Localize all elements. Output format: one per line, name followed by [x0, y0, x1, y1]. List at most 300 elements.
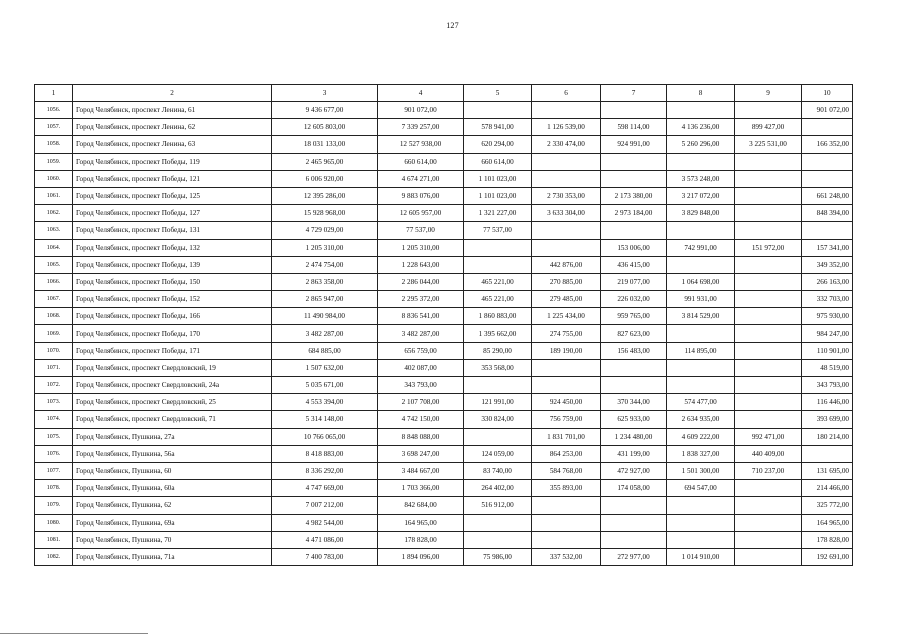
address-cell: Город Челябинск, проспект Победы, 125 [73, 187, 272, 204]
value-col-4: 7 339 257,00 [378, 119, 464, 136]
value-col-8: 2 634 935,00 [667, 411, 735, 428]
address-cell: Город Челябинск, проспект Победы, 132 [73, 239, 272, 256]
value-col-9: 3 225 531,00 [735, 136, 802, 153]
table-row [35, 359, 853, 376]
table-row [35, 119, 853, 136]
value-col-7: 219 077,00 [601, 273, 667, 290]
value-col-9 [735, 497, 802, 514]
value-col-10 [802, 445, 853, 462]
value-col-3: 6 006 920,00 [272, 170, 378, 187]
value-col-5: 77 537,00 [464, 222, 532, 239]
value-col-8: 3 814 529,00 [667, 308, 735, 325]
value-col-3: 8 418 883,00 [272, 445, 378, 462]
address-cell: Город Челябинск, проспект Победы, 127 [73, 205, 272, 222]
value-col-8: 3 217 072,00 [667, 187, 735, 204]
value-col-8 [667, 153, 735, 170]
value-col-5: 578 941,00 [464, 119, 532, 136]
value-col-10: 984 247,00 [802, 325, 853, 342]
value-col-3: 3 482 287,00 [272, 325, 378, 342]
address-cell: Город Челябинск, проспект Победы, 150 [73, 273, 272, 290]
value-col-8 [667, 377, 735, 394]
value-col-5 [464, 102, 532, 119]
table-row [35, 187, 853, 204]
value-col-4: 3 698 247,00 [378, 445, 464, 462]
value-col-5 [464, 514, 532, 531]
row-number: 1065. [35, 256, 73, 273]
value-col-3: 4 747 669,00 [272, 480, 378, 497]
address-cell: Город Челябинск, проспект Ленина, 61 [73, 102, 272, 119]
row-number: 1066. [35, 273, 73, 290]
value-col-7 [601, 222, 667, 239]
table-row [35, 462, 853, 479]
value-col-6: 2 330 474,00 [532, 136, 601, 153]
table-row [35, 291, 853, 308]
value-col-10: 901 072,00 [802, 102, 853, 119]
column-header-7: 7 [601, 85, 667, 102]
value-col-10 [802, 170, 853, 187]
row-number: 1063. [35, 222, 73, 239]
value-col-10: 661 248,00 [802, 187, 853, 204]
value-col-3: 9 436 677,00 [272, 102, 378, 119]
value-col-6: 2 730 353,00 [532, 187, 601, 204]
value-col-6: 1 225 434,00 [532, 308, 601, 325]
value-col-6: 279 485,00 [532, 291, 601, 308]
value-col-6 [532, 222, 601, 239]
row-number: 1064. [35, 239, 73, 256]
row-number: 1057. [35, 119, 73, 136]
value-col-6: 864 253,00 [532, 445, 601, 462]
value-col-5: 330 824,00 [464, 411, 532, 428]
row-number: 1058. [35, 136, 73, 153]
row-number: 1070. [35, 342, 73, 359]
value-col-4: 4 674 271,00 [378, 170, 464, 187]
value-col-3: 684 885,00 [272, 342, 378, 359]
value-col-5 [464, 531, 532, 548]
address-cell: Город Челябинск, Пушкина, 60 [73, 462, 272, 479]
value-col-8 [667, 102, 735, 119]
value-col-6: 3 633 304,00 [532, 205, 601, 222]
value-col-6: 337 532,00 [532, 548, 601, 565]
column-header-10: 10 [802, 85, 853, 102]
address-cell: Город Челябинск, проспект Победы, 171 [73, 342, 272, 359]
value-col-10: 116 446,00 [802, 394, 853, 411]
value-col-5: 75 986,00 [464, 548, 532, 565]
value-col-3: 5 035 671,00 [272, 377, 378, 394]
value-col-3: 2 863 358,00 [272, 273, 378, 290]
value-col-7: 174 058,00 [601, 480, 667, 497]
value-col-5: 85 290,00 [464, 342, 532, 359]
value-col-6: 924 450,00 [532, 394, 601, 411]
value-col-10: 178 828,00 [802, 531, 853, 548]
column-header-5: 5 [464, 85, 532, 102]
table-row [35, 170, 853, 187]
page-number: 127 [446, 21, 459, 30]
value-col-4: 343 793,00 [378, 377, 464, 394]
value-col-3: 18 031 133,00 [272, 136, 378, 153]
value-col-10: 157 341,00 [802, 239, 853, 256]
address-cell: Город Челябинск, проспект Ленина, 62 [73, 119, 272, 136]
value-col-6 [532, 514, 601, 531]
value-col-5 [464, 239, 532, 256]
address-cell: Город Челябинск, проспект Победы, 152 [73, 291, 272, 308]
value-col-4: 9 883 076,00 [378, 187, 464, 204]
value-col-3: 10 766 065,00 [272, 428, 378, 445]
value-col-10 [802, 153, 853, 170]
row-number: 1056. [35, 102, 73, 119]
row-number: 1075. [35, 428, 73, 445]
value-col-6 [532, 239, 601, 256]
value-col-5: 1 321 227,00 [464, 205, 532, 222]
value-col-4: 1 894 096,00 [378, 548, 464, 565]
value-col-7: 2 973 184,00 [601, 205, 667, 222]
row-number: 1078. [35, 480, 73, 497]
value-col-10: 214 466,00 [802, 480, 853, 497]
value-col-6 [532, 497, 601, 514]
row-number: 1060. [35, 170, 73, 187]
value-col-10: 266 163,00 [802, 273, 853, 290]
table-row [35, 308, 853, 325]
value-col-5: 660 614,00 [464, 153, 532, 170]
table-header [35, 85, 853, 102]
value-col-10: 975 930,00 [802, 308, 853, 325]
table-row [35, 239, 853, 256]
value-col-3: 4 471 086,00 [272, 531, 378, 548]
value-col-4: 178 828,00 [378, 531, 464, 548]
row-number: 1067. [35, 291, 73, 308]
value-col-8 [667, 359, 735, 376]
column-header-2: 2 [73, 85, 272, 102]
value-col-9 [735, 170, 802, 187]
value-col-9 [735, 359, 802, 376]
address-cell: Город Челябинск, проспект Победы, 121 [73, 170, 272, 187]
address-cell: Город Челябинск, Пушкина, 56а [73, 445, 272, 462]
value-col-9 [735, 102, 802, 119]
value-col-4: 656 759,00 [378, 342, 464, 359]
column-header-6: 6 [532, 85, 601, 102]
footnote-divider [0, 633, 148, 634]
value-col-4: 4 742 150,00 [378, 411, 464, 428]
value-col-3: 12 605 803,00 [272, 119, 378, 136]
value-col-9 [735, 256, 802, 273]
value-col-3: 5 314 148,00 [272, 411, 378, 428]
value-col-9 [735, 377, 802, 394]
value-col-6: 584 768,00 [532, 462, 601, 479]
value-col-10: 349 352,00 [802, 256, 853, 273]
address-cell: Город Челябинск, проспект Победы, 166 [73, 308, 272, 325]
value-col-3: 1 205 310,00 [272, 239, 378, 256]
row-number: 1081. [35, 531, 73, 548]
value-col-6 [532, 531, 601, 548]
value-col-3: 2 865 947,00 [272, 291, 378, 308]
address-cell: Город Челябинск, Пушкина, 69а [73, 514, 272, 531]
value-col-10: 110 901,00 [802, 342, 853, 359]
row-number: 1082. [35, 548, 73, 565]
value-col-3: 1 507 632,00 [272, 359, 378, 376]
value-col-4: 2 295 372,00 [378, 291, 464, 308]
value-col-8: 1 014 910,00 [667, 548, 735, 565]
value-col-10: 332 703,00 [802, 291, 853, 308]
table-row [35, 222, 853, 239]
value-col-6 [532, 170, 601, 187]
value-col-8: 4 136 236,00 [667, 119, 735, 136]
value-col-5: 465 221,00 [464, 273, 532, 290]
value-col-6: 355 893,00 [532, 480, 601, 497]
value-col-6: 1 126 539,00 [532, 119, 601, 136]
column-header-9: 9 [735, 85, 802, 102]
value-col-9 [735, 394, 802, 411]
table-row [35, 548, 853, 565]
address-cell: Город Челябинск, проспект Победы, 119 [73, 153, 272, 170]
value-col-9 [735, 291, 802, 308]
value-col-9 [735, 514, 802, 531]
value-col-5: 1 101 023,00 [464, 187, 532, 204]
value-col-7 [601, 497, 667, 514]
row-number: 1062. [35, 205, 73, 222]
value-col-5: 353 568,00 [464, 359, 532, 376]
value-col-9 [735, 187, 802, 204]
value-col-10: 180 214,00 [802, 428, 853, 445]
value-col-4: 901 072,00 [378, 102, 464, 119]
value-col-10: 192 691,00 [802, 548, 853, 565]
value-col-7: 153 006,00 [601, 239, 667, 256]
table-row [35, 480, 853, 497]
value-col-9 [735, 153, 802, 170]
value-col-5: 465 221,00 [464, 291, 532, 308]
value-col-7: 924 991,00 [601, 136, 667, 153]
value-col-5: 1 860 883,00 [464, 308, 532, 325]
address-cell: Город Челябинск, проспект Свердловский, 24а [73, 377, 272, 394]
address-cell: Город Челябинск, проспект Победы, 131 [73, 222, 272, 239]
row-number: 1072. [35, 377, 73, 394]
value-col-8 [667, 222, 735, 239]
value-col-8: 1 501 300,00 [667, 462, 735, 479]
value-col-7 [601, 377, 667, 394]
value-col-6: 442 876,00 [532, 256, 601, 273]
table-row [35, 497, 853, 514]
value-col-8: 694 547,00 [667, 480, 735, 497]
value-col-8 [667, 325, 735, 342]
value-col-7: 1 234 480,00 [601, 428, 667, 445]
value-col-4: 1 703 366,00 [378, 480, 464, 497]
value-col-5: 264 402,00 [464, 480, 532, 497]
value-col-4: 402 087,00 [378, 359, 464, 376]
row-number: 1059. [35, 153, 73, 170]
value-col-8: 4 609 222,00 [667, 428, 735, 445]
value-col-10: 393 699,00 [802, 411, 853, 428]
value-col-9: 710 237,00 [735, 462, 802, 479]
value-col-7 [601, 102, 667, 119]
table-row [35, 256, 853, 273]
value-col-9 [735, 342, 802, 359]
table-body [35, 102, 853, 566]
value-col-5: 516 912,00 [464, 497, 532, 514]
value-col-8: 574 477,00 [667, 394, 735, 411]
value-col-9 [735, 205, 802, 222]
value-col-9 [735, 548, 802, 565]
value-col-6 [532, 359, 601, 376]
value-col-3: 11 490 984,00 [272, 308, 378, 325]
table-row [35, 342, 853, 359]
row-number: 1071. [35, 359, 73, 376]
value-col-10: 325 772,00 [802, 497, 853, 514]
address-cell: Город Челябинск, Пушкина, 62 [73, 497, 272, 514]
value-col-3: 4 553 394,00 [272, 394, 378, 411]
row-number: 1069. [35, 325, 73, 342]
value-col-6: 274 755,00 [532, 325, 601, 342]
address-cell: Город Челябинск, проспект Ленина, 63 [73, 136, 272, 153]
table-row [35, 102, 853, 119]
value-col-4: 164 965,00 [378, 514, 464, 531]
value-col-10 [802, 222, 853, 239]
table-row [35, 273, 853, 290]
value-col-7: 625 933,00 [601, 411, 667, 428]
address-cell: Город Челябинск, проспект Победы, 170 [73, 325, 272, 342]
value-col-10 [802, 119, 853, 136]
table-row [35, 531, 853, 548]
row-number: 1068. [35, 308, 73, 325]
value-col-9 [735, 273, 802, 290]
column-header-4: 4 [378, 85, 464, 102]
value-col-8: 991 931,00 [667, 291, 735, 308]
value-col-7 [601, 170, 667, 187]
value-col-10: 164 965,00 [802, 514, 853, 531]
value-col-10: 131 695,00 [802, 462, 853, 479]
row-number: 1076. [35, 445, 73, 462]
value-col-3: 8 336 292,00 [272, 462, 378, 479]
value-col-7 [601, 514, 667, 531]
value-col-6: 189 190,00 [532, 342, 601, 359]
value-col-9: 992 471,00 [735, 428, 802, 445]
value-col-7 [601, 359, 667, 376]
value-col-9 [735, 531, 802, 548]
value-col-4: 8 836 541,00 [378, 308, 464, 325]
value-col-4: 1 228 643,00 [378, 256, 464, 273]
value-col-8: 742 991,00 [667, 239, 735, 256]
value-col-7: 370 344,00 [601, 394, 667, 411]
value-col-10: 166 352,00 [802, 136, 853, 153]
value-col-7: 431 199,00 [601, 445, 667, 462]
value-col-5: 124 059,00 [464, 445, 532, 462]
value-col-5: 121 991,00 [464, 394, 532, 411]
row-number: 1073. [35, 394, 73, 411]
value-col-8: 114 895,00 [667, 342, 735, 359]
value-col-5: 1 395 662,00 [464, 325, 532, 342]
value-col-6: 1 831 701,00 [532, 428, 601, 445]
value-col-6: 756 759,00 [532, 411, 601, 428]
value-col-7 [601, 531, 667, 548]
header-row [35, 85, 853, 102]
value-col-7: 156 483,00 [601, 342, 667, 359]
value-col-6: 270 885,00 [532, 273, 601, 290]
value-col-4: 77 537,00 [378, 222, 464, 239]
value-col-8 [667, 514, 735, 531]
value-col-5 [464, 428, 532, 445]
table-row [35, 411, 853, 428]
value-col-5 [464, 377, 532, 394]
value-col-4: 2 286 044,00 [378, 273, 464, 290]
value-col-8: 1 838 327,00 [667, 445, 735, 462]
row-number: 1079. [35, 497, 73, 514]
column-header-1: 1 [35, 85, 73, 102]
value-col-3: 4 729 029,00 [272, 222, 378, 239]
value-col-6 [532, 102, 601, 119]
value-col-3: 12 395 286,00 [272, 187, 378, 204]
value-col-7: 2 173 380,00 [601, 187, 667, 204]
value-col-9 [735, 480, 802, 497]
value-col-5 [464, 256, 532, 273]
row-number: 1077. [35, 462, 73, 479]
table-row [35, 445, 853, 462]
value-col-7 [601, 153, 667, 170]
value-col-8: 3 829 848,00 [667, 205, 735, 222]
table-row [35, 377, 853, 394]
value-col-8: 1 064 698,00 [667, 273, 735, 290]
table-row [35, 136, 853, 153]
value-col-4: 1 205 310,00 [378, 239, 464, 256]
value-col-9 [735, 222, 802, 239]
address-cell: Город Челябинск, проспект Свердловский, 71 [73, 411, 272, 428]
row-number: 1080. [35, 514, 73, 531]
table-row [35, 394, 853, 411]
address-cell: Город Челябинск, проспект Победы, 139 [73, 256, 272, 273]
value-col-9 [735, 411, 802, 428]
value-col-8 [667, 531, 735, 548]
value-col-3: 2 465 965,00 [272, 153, 378, 170]
table-row [35, 153, 853, 170]
value-col-8: 3 573 248,00 [667, 170, 735, 187]
value-col-9 [735, 325, 802, 342]
value-col-7: 598 114,00 [601, 119, 667, 136]
table-row [35, 514, 853, 531]
value-col-4: 842 684,00 [378, 497, 464, 514]
value-col-7: 226 032,00 [601, 291, 667, 308]
value-col-8 [667, 497, 735, 514]
address-cell: Город Челябинск, Пушкина, 60а [73, 480, 272, 497]
row-number: 1061. [35, 187, 73, 204]
value-col-3: 4 982 544,00 [272, 514, 378, 531]
row-number: 1074. [35, 411, 73, 428]
registry-table [34, 84, 853, 566]
value-col-5: 620 294,00 [464, 136, 532, 153]
address-cell: Город Челябинск, проспект Свердловский, 25 [73, 394, 272, 411]
value-col-3: 7 007 212,00 [272, 497, 378, 514]
value-col-3: 15 928 968,00 [272, 205, 378, 222]
value-col-4: 3 484 667,00 [378, 462, 464, 479]
value-col-9: 151 972,00 [735, 239, 802, 256]
value-col-9: 440 409,00 [735, 445, 802, 462]
value-col-7: 827 623,00 [601, 325, 667, 342]
table-row [35, 428, 853, 445]
value-col-3: 7 400 783,00 [272, 548, 378, 565]
value-col-5: 1 101 023,00 [464, 170, 532, 187]
value-col-4: 2 107 708,00 [378, 394, 464, 411]
value-col-4: 12 605 957,00 [378, 205, 464, 222]
value-col-4: 660 614,00 [378, 153, 464, 170]
address-cell: Город Челябинск, проспект Свердловский, 19 [73, 359, 272, 376]
value-col-3: 2 474 754,00 [272, 256, 378, 273]
value-col-4: 3 482 287,00 [378, 325, 464, 342]
value-col-7: 272 977,00 [601, 548, 667, 565]
address-cell: Город Челябинск, Пушкина, 27а [73, 428, 272, 445]
value-col-9: 899 427,00 [735, 119, 802, 136]
value-col-6 [532, 377, 601, 394]
value-col-6 [532, 153, 601, 170]
value-col-5: 83 740,00 [464, 462, 532, 479]
value-col-9 [735, 308, 802, 325]
value-col-8: 5 260 296,00 [667, 136, 735, 153]
value-col-7: 472 927,00 [601, 462, 667, 479]
value-col-10: 343 793,00 [802, 377, 853, 394]
